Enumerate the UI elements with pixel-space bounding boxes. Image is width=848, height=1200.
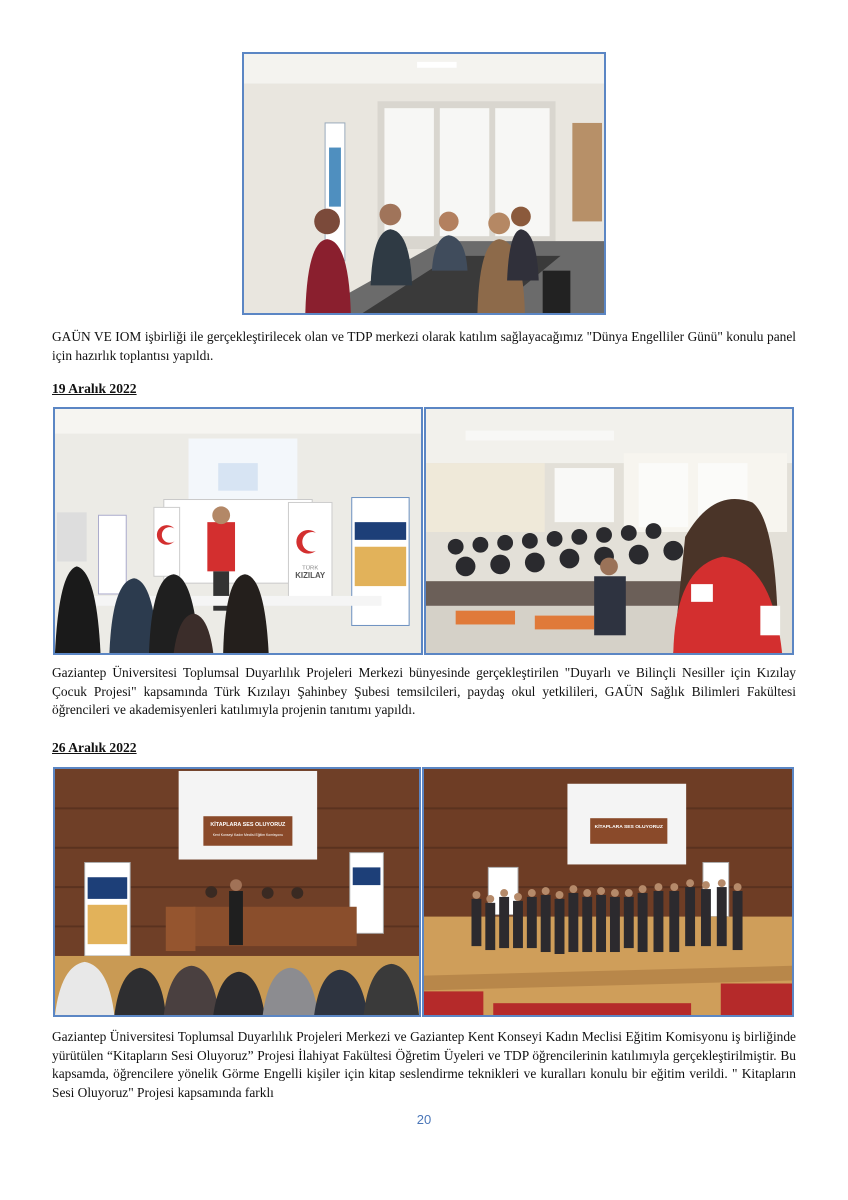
- kizilay-banner-label: KIZILAY: [295, 571, 326, 581]
- screen-subtitle-left: Kent Konseyi Kadın Meclisi Eğitim Komisyonu: [212, 832, 284, 837]
- kizilay-caption: Gaziantep Üniversitesi Toplumsal Duyarlılık Projeleri Merkezi bünyesinde gerçekleştirilen "Duyarlı ve Bilinçli Nesiller için Kızılay Çocuk Projesi" kapsamında Türk Kızılayı Şahinbey Şubesi temsilcileri, paydaş okul yetkilileri, GAÜN Sağlık Bilimleri Fakültesi öğrencileri ve akademisyenleri katılımıyla projenin tanıtımı yapıldı.: [52, 665, 796, 718]
- date-heading-dec26: 26 Aralık 2022: [52, 740, 137, 755]
- kitaplar-caption: Gaziantep Üniversitesi Toplumsal Duyarlılık Projeleri Merkezi ve Gaziantep Kent Konseyi Kadın Meclisi Eğitim Komisyonu iş birliğinde yürütülen “Kitapların Sesi Oluyoruz” Projesi İlahiyat Fakültesi Öğretim Üyeleri ve TDP öğrencilerinin katılımıyla gerçekleştirilmiştir. Bu kapsamda, öğrencilere yönelik Görme Engelli kişiler için kitap seslendirme teknikleri ve kuralları konulu bir eğitim verildi. " Kitapların Sesi Oluyoruz" Projesi kapsamında farklı: [52, 1029, 796, 1100]
- auditorium-group-photo: [422, 767, 794, 1017]
- meeting-caption: GAÜN VE IOM işbirliği ile gerçekleştirilecek olan ve TDP merkezi olarak katılım sağlayacağımız "Dünya Engelliler Günü" konulu panel için hazırlık toplantısı yapıldı.: [52, 329, 796, 363]
- kizilay-presentation-photo: [53, 407, 423, 655]
- page-number: 20: [416, 1112, 432, 1127]
- screen-title-right: KİTAPLARA SES OLUYORUZ: [594, 825, 663, 831]
- classroom-audience-photo: [424, 407, 794, 655]
- date-heading-dec19: 19 Aralık 2022: [52, 381, 137, 396]
- auditorium-panel-photo: [53, 767, 421, 1017]
- screen-title-left: KİTAPLARA SES OLUYORUZ: [210, 822, 286, 829]
- meeting-photo: [242, 52, 606, 315]
- kizilay-banner-turk: TÜRK: [302, 565, 319, 572]
